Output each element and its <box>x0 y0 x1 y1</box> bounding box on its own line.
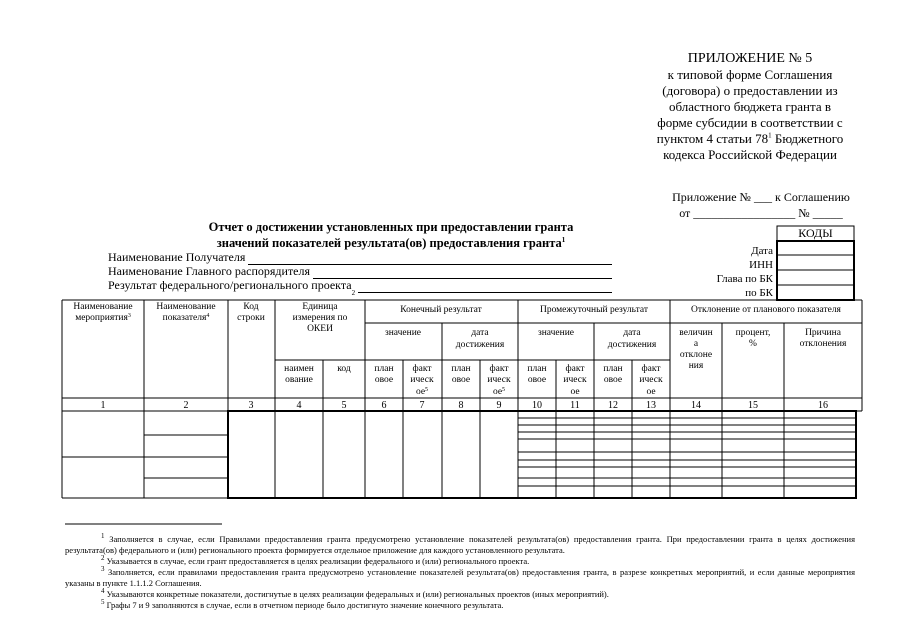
column-number: 1 <box>100 400 106 411</box>
hdr-plan-2: овое <box>451 375 471 385</box>
column-number: 3 <box>248 400 254 411</box>
column-number: 2 <box>183 400 189 411</box>
hdr-plan-2: овое <box>527 375 547 385</box>
hdr-unit-name-1: наимен <box>284 364 314 374</box>
hdr-fact-1: факт <box>489 364 509 374</box>
hdr-plan-2: овое <box>603 375 623 385</box>
code-label-chapter: Глава по БК <box>716 273 773 285</box>
hdr-dev-value-4: ния <box>688 361 704 371</box>
appendix-line-tail: Бюджетного <box>771 131 844 146</box>
table-header-text <box>73 302 847 397</box>
hdr-unit-3: ОКЕИ <box>307 324 333 334</box>
footnote-text: Указываются конкретные показатели, достигнутые в целях реализации федеральных и (или) региональных проектов (иных мероприятий). <box>106 589 609 599</box>
column-number: 15 <box>748 400 758 411</box>
report-title-line2-text: значений показателей результата(ов) предоставления гранта <box>216 236 562 250</box>
hdr-final-date-2: достижения <box>455 340 505 350</box>
footnotes <box>65 524 855 611</box>
footnote-ref: 5 <box>425 387 429 393</box>
hdr-dev-reason-1: Причина <box>805 328 841 338</box>
hdr-activity-2-text: мероприятия <box>75 313 128 323</box>
footnote-number: 1 <box>101 532 105 541</box>
code-label-inn: ИНН <box>749 259 773 271</box>
footnote-ref: 5 <box>502 387 506 393</box>
footnote-number: 3 <box>101 565 105 574</box>
hdr-plan-2: овое <box>374 375 394 385</box>
column-number: 8 <box>458 400 464 411</box>
hdr-fact-2: ическ <box>563 375 587 385</box>
hdr-fact-3: ое <box>646 387 656 397</box>
appendix-line: кодекса Российской Федерации <box>663 147 837 162</box>
column-number: 4 <box>296 400 302 411</box>
footnote <box>65 567 855 589</box>
agreement-ref-line2: от _________________ № _____ <box>679 206 843 220</box>
footnote-text: Заполняется, если правилами предоставления гранта предусмотрено установление показателей результата(ов) предоставления гранта, в разрезе конкретных мероприятий, и если данные мероприятия указаны в пункте 1.1.1.2 Соглашения. <box>65 567 855 588</box>
hdr-final-date-1: дата <box>471 328 489 338</box>
project-field: Результат федерального/регионального проекта 2 <box>108 279 612 293</box>
code-label-bk: по БК <box>745 287 773 299</box>
project-label: Результат федерального/регионального проекта <box>108 278 352 292</box>
hdr-fact-3 <box>493 387 505 397</box>
column-number: 12 <box>608 400 618 411</box>
footnote-ref: 3 <box>127 313 131 319</box>
hdr-unit-1: Единица <box>302 302 338 312</box>
column-numbers <box>101 400 829 411</box>
hdr-fact-1: факт <box>412 364 432 374</box>
hdr-line-code-2: строки <box>237 313 265 323</box>
footnote-number: 5 <box>101 598 105 607</box>
manager-label: Наименование Главного распорядителя <box>108 264 311 278</box>
column-number: 16 <box>818 400 828 411</box>
hdr-dev-value-1: величин <box>679 328 713 338</box>
hdr-dev-percent-2: % <box>749 339 757 349</box>
hdr-fact-3: ое <box>570 387 580 397</box>
footnote-ref: 1 <box>768 131 772 140</box>
hdr-dev-value-3: отклоне <box>679 350 713 360</box>
hdr-dev-percent-1: процент, <box>735 328 771 338</box>
appendix-line: ПРИЛОЖЕНИЕ № 5 <box>687 51 813 66</box>
hdr-fact-1: факт <box>565 364 585 374</box>
column-number: 10 <box>532 400 542 411</box>
column-number: 14 <box>691 400 701 411</box>
hdr-activity-2 <box>75 313 131 323</box>
footnote-text: Указывается в случае, если грант предоставляется в целях реализации федерального и (или) регионального проекта. <box>106 556 530 566</box>
footnote-number: 4 <box>101 587 105 596</box>
hdr-fact-3-text: ое <box>415 387 426 397</box>
hdr-dev-reason-2: отклонения <box>799 339 847 349</box>
appendix-line: областного бюджета гранта в <box>669 99 831 114</box>
hdr-dev-value-2: а <box>693 339 699 349</box>
hdr-deviation: Отклонение от планового показателя <box>691 305 841 315</box>
column-number: 6 <box>381 400 387 411</box>
footnote <box>65 600 855 611</box>
hdr-intermediate-result: Промежуточный результат <box>539 305 649 315</box>
appendix-line: (договора) о предоставлении из <box>662 83 838 98</box>
hdr-activity-1: Наименование <box>73 302 133 312</box>
hdr-fact-3-text: ое <box>492 387 503 397</box>
hdr-fact-2: ическ <box>487 375 511 385</box>
column-number: 5 <box>341 400 347 411</box>
footnote-number: 2 <box>101 554 105 563</box>
hdr-fact-2: ическ <box>410 375 434 385</box>
hdr-inter-date-2: достижения <box>607 340 657 350</box>
hdr-fact-1: факт <box>641 364 661 374</box>
codes-box <box>777 226 854 300</box>
column-number: 11 <box>570 400 580 411</box>
hdr-indicator-1: Наименование <box>156 302 216 312</box>
appendix-line-text: пунктом 4 статьи 78 <box>656 131 769 146</box>
hdr-final-result: Конечный результат <box>400 305 482 315</box>
hdr-unit-name-2: ование <box>285 375 313 385</box>
report-title-line1: Отчет о достижении установленных при предоставлении гранта <box>208 220 574 234</box>
hdr-unit-2: измерения по <box>292 313 348 323</box>
hdr-line-code-1: Код <box>243 302 259 312</box>
hdr-plan-1: план <box>451 364 471 374</box>
hdr-fact-3 <box>416 387 428 397</box>
hdr-final-value: значение <box>384 328 422 338</box>
footnote-text: Заполняется в случае, если Правилами предоставления гранта предусмотрено установление показателей результата(ов) предоставления гранта. При предоставлении гранта в целях достижения результата(ов) федерального и (или) регионального проекта формируется отдельное приложение для каждого установленного результата. <box>65 534 856 555</box>
hdr-inter-date-1: дата <box>623 328 641 338</box>
hdr-plan-1: план <box>374 364 394 374</box>
footnote <box>65 534 855 556</box>
hdr-inter-value: значение <box>537 328 575 338</box>
hdr-indicator-2-text: показателя <box>162 313 207 323</box>
code-label-date: Дата <box>751 245 773 257</box>
column-number: 9 <box>496 400 502 411</box>
footnote-text: Графы 7 и 9 заполняются в случае, если в отчетном периоде было достигнуто значение конечного результата. <box>106 600 504 610</box>
footnote <box>65 589 855 600</box>
footnote-ref: 4 <box>206 313 210 319</box>
appendix-line: форме субсидии в соответствии с <box>657 115 843 130</box>
codes-header: КОДЫ <box>798 226 833 240</box>
hdr-plan-1: план <box>603 364 623 374</box>
hdr-indicator-2 <box>163 313 210 323</box>
hdr-plan-1: план <box>527 364 547 374</box>
footnote-ref: 1 <box>561 235 566 244</box>
column-number: 7 <box>419 400 425 411</box>
footnote <box>65 556 855 567</box>
agreement-ref-line1: Приложение № ___ к Соглашению <box>672 190 850 204</box>
hdr-fact-2: ическ <box>639 375 663 385</box>
column-number: 13 <box>646 400 656 411</box>
appendix-line: к типовой форме Соглашения <box>667 67 833 82</box>
hdr-unit-code: код <box>337 364 351 374</box>
recipient-label: Наименование Получателя <box>108 250 246 264</box>
